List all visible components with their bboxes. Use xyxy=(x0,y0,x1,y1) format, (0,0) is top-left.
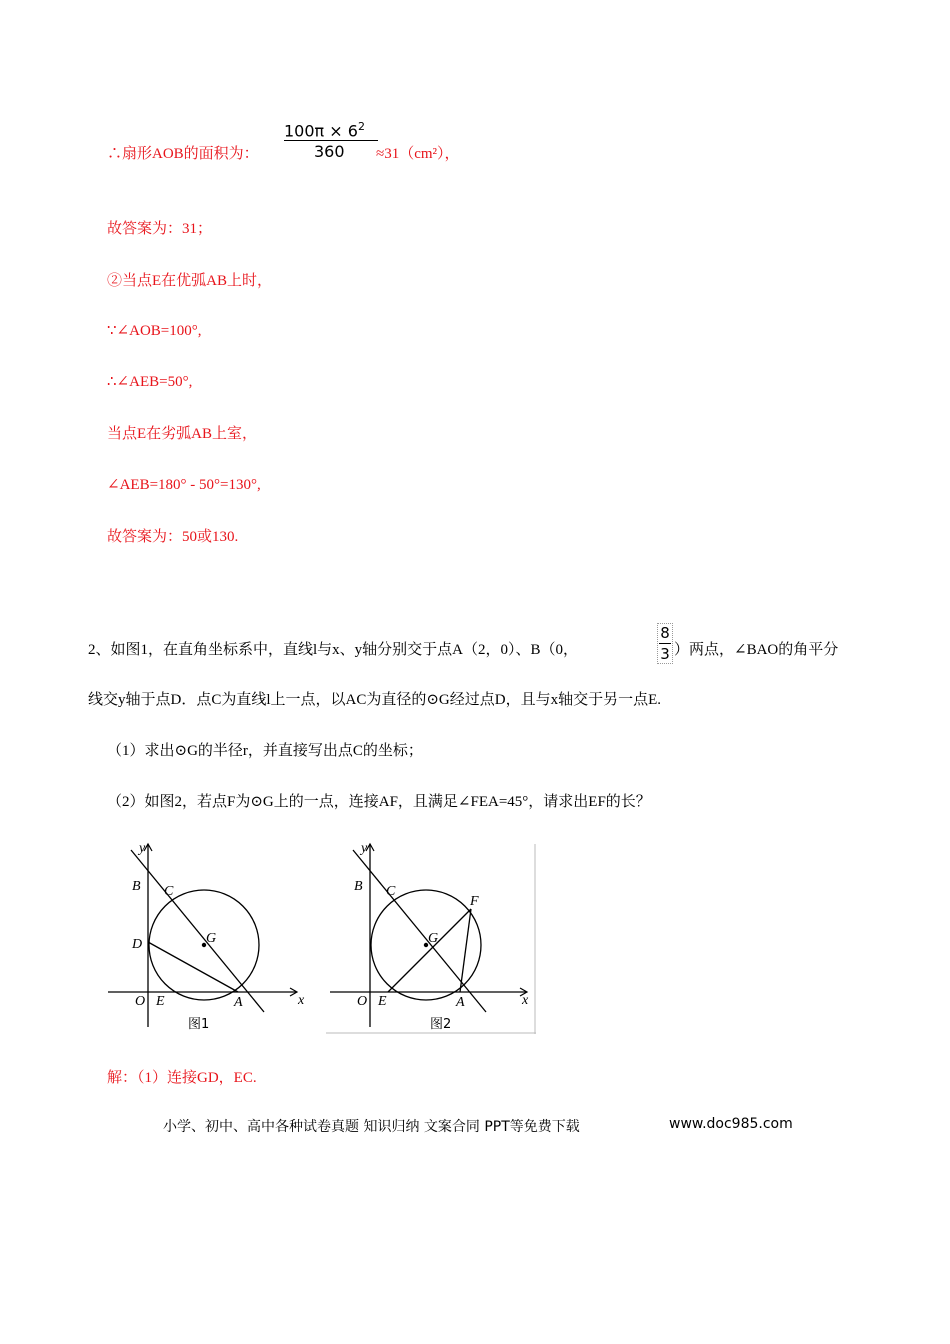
because-line: ∵∠AOB=100°, xyxy=(107,323,202,339)
label-o: O xyxy=(135,994,146,1009)
frac-numerator: 8 xyxy=(660,624,670,642)
area-result: ≈31（cm²）， xyxy=(376,146,460,162)
fraction-numerator: $100\pi \times 6^2$ xyxy=(284,120,365,141)
label-g: G xyxy=(428,931,439,946)
figure-1 xyxy=(106,842,326,1034)
problem-statement-a: 2、如图1，在直角坐标系中，直线l与x、y轴分别交于点A（2，0）、B（0， xyxy=(88,642,579,658)
question-2: （2）如图2，若点F为⊙G上的一点，连接AF，且满足∠FEA=45°，请求出EF的长？ xyxy=(107,794,651,810)
problem-statement-c: 线交y轴于点D．点C为直线l上一点，以AC为直径的⊙G经过点D，且与x轴交于另一点E. xyxy=(88,692,661,708)
area-fraction xyxy=(284,120,380,164)
label-x: x xyxy=(298,993,305,1008)
label-e: E xyxy=(378,994,387,1009)
label-g: G xyxy=(206,931,217,946)
label-b: B xyxy=(132,879,141,894)
label-a: A xyxy=(456,995,465,1010)
segment-ad xyxy=(148,942,238,992)
footer-text: 小学、初中、高中各种试卷真题 知识归纳 文案合同 PPT等免费下载 xyxy=(163,1119,580,1135)
minor-arc-case: 当点E在劣弧AB上室， xyxy=(107,426,258,442)
label-x: x xyxy=(522,993,529,1008)
label-c: C xyxy=(164,884,174,899)
frac-denominator: 3 xyxy=(660,645,670,663)
therefore-line: ∴∠AEB=50°, xyxy=(107,374,193,390)
label-f: F xyxy=(470,894,479,909)
label-b: B xyxy=(354,879,363,894)
label-c: C xyxy=(386,884,396,899)
minor-arc-calc: ∠AEB=180° - 50°=130°, xyxy=(107,477,261,493)
label-e: E xyxy=(156,994,165,1009)
question-1: （1）求出⊙G的半径r，并直接写出点C的坐标； xyxy=(107,743,423,759)
answer-1: 故答案为：31； xyxy=(107,221,213,237)
b-coordinate-fraction xyxy=(657,623,673,664)
solution-start: 解：（1）连接GD，EC. xyxy=(107,1070,257,1086)
area-label: ∴扇形AOB的面积为： xyxy=(107,146,259,162)
label-a: A xyxy=(234,995,243,1010)
problem-statement-b: ）两点，∠BAO的角平分 xyxy=(674,642,839,658)
case-2-line: ②当点E在优弧AB上时， xyxy=(107,273,273,289)
figure-2-caption: 图2 xyxy=(430,1017,452,1032)
figure-1-caption: 图1 xyxy=(188,1017,210,1032)
figure-2 xyxy=(326,842,536,1034)
label-y: y xyxy=(139,842,146,856)
fraction-denominator: 360 xyxy=(314,142,345,161)
label-o: O xyxy=(357,994,368,1009)
fraction-bar xyxy=(284,140,378,141)
footer-url[interactable]: www.doc985.com xyxy=(669,1116,793,1132)
frac-bar xyxy=(659,643,671,644)
answer-2: 故答案为：50或130. xyxy=(107,529,239,545)
label-d: D xyxy=(132,937,143,952)
label-y: y xyxy=(361,842,368,856)
